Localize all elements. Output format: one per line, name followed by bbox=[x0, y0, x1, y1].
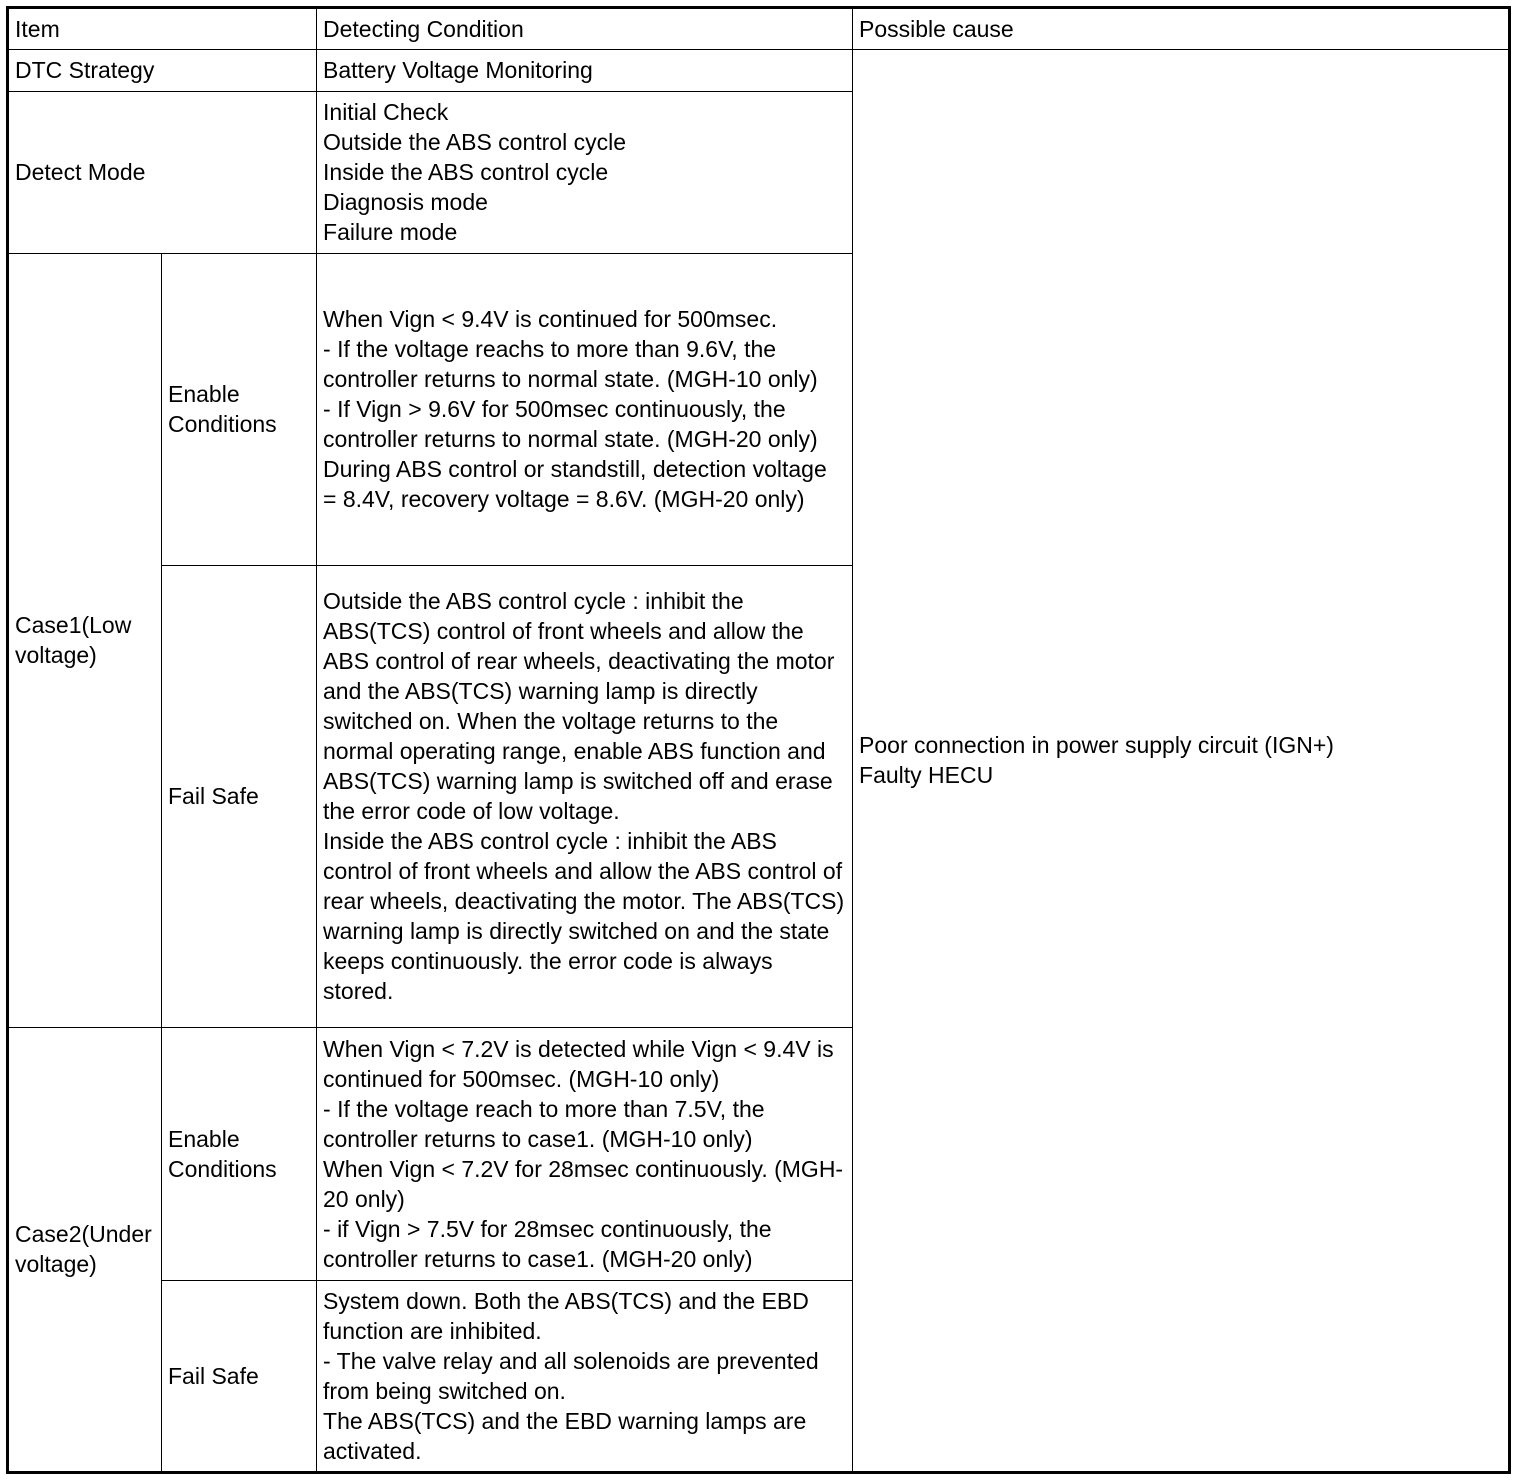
condition-line: When Vign < 7.2V for 28msec continuously. (MGH-20 only) bbox=[323, 1155, 844, 1212]
possible-cause-line: Faulty HECU bbox=[859, 762, 994, 788]
header-item: Item bbox=[8, 8, 317, 50]
case1-failsafe-condition bbox=[317, 566, 853, 1028]
condition-line: - If the voltage reach to more than 7.5V, the controller returns to case1. (MGH-10 only) bbox=[323, 1095, 765, 1152]
detect-mode-line: Initial Check bbox=[323, 99, 449, 125]
condition-line: System down. Both the ABS(TCS) and the EBD function are inhibited. bbox=[323, 1287, 809, 1344]
dtc-strategy-label: DTC Strategy bbox=[8, 50, 317, 92]
condition-line: - The valve relay and all solenoids are prevented from being switched on. bbox=[323, 1347, 819, 1404]
detect-mode-line: Outside the ABS control cycle bbox=[323, 129, 627, 155]
detect-mode-label: Detect Mode bbox=[8, 92, 317, 254]
case1-label: Case1(Low voltage) bbox=[8, 254, 162, 1028]
detect-mode-condition bbox=[317, 92, 853, 254]
dtc-table bbox=[6, 6, 1511, 1474]
case1-enable-label: Enable Conditions bbox=[162, 254, 317, 566]
case1-failsafe-label: Fail Safe bbox=[162, 566, 317, 1028]
condition-line: Inside the ABS control cycle : inhibit the ABS control of front wheels and allow the ABS control of rear wheels, deactivating the motor. The ABS(TCS) warning lamp is directly switched on and the state keeps continuously. the error code is always stored. bbox=[323, 828, 845, 1004]
possible-cause-line: Poor connection in power supply circuit (IGN+) bbox=[859, 732, 1334, 758]
possible-cause-cell bbox=[853, 50, 1510, 1473]
condition-line: Outside the ABS control cycle : inhibit the ABS(TCS) control of front wheels and allow the ABS control of rear wheels, deactivating the motor and the ABS(TCS) warning lamp is directly switched on. When the voltage returns to the normal operating range, enable ABS function and ABS(TCS) warning lamp is switched off and erase the error code of low voltage. bbox=[323, 588, 835, 824]
case2-failsafe-label: Fail Safe bbox=[162, 1281, 317, 1473]
condition-line: - If the voltage reachs to more than 9.6V, the controller returns to normal state. (MGH-10 only) bbox=[323, 336, 818, 392]
condition-line: - If Vign > 9.6V for 500msec continuously, the controller returns to normal state. (MGH-20 only) bbox=[323, 396, 818, 452]
case2-failsafe-condition bbox=[317, 1281, 853, 1473]
header-possible-cause: Possible cause bbox=[853, 8, 1510, 50]
condition-line: - if Vign > 7.5V for 28msec continuously, the controller returns to case1. (MGH-20 only) bbox=[323, 1215, 772, 1272]
detect-mode-line: Failure mode bbox=[323, 219, 458, 245]
condition-line: The ABS(TCS) and the EBD warning lamps are activated. bbox=[323, 1407, 807, 1464]
header-row bbox=[8, 8, 1510, 50]
header-detecting-condition: Detecting Condition bbox=[317, 8, 853, 50]
detect-mode-line: Diagnosis mode bbox=[323, 189, 488, 215]
dtc-strategy-condition: Battery Voltage Monitoring bbox=[317, 50, 853, 92]
condition-line: During ABS control or standstill, detection voltage = 8.4V, recovery voltage = 8.6V. (MGH-20 only) bbox=[323, 456, 827, 512]
case2-enable-label: Enable Conditions bbox=[162, 1028, 317, 1281]
case1-enable-condition bbox=[317, 254, 853, 566]
case2-label: Case2(Under voltage) bbox=[8, 1028, 162, 1473]
row-dtc-strategy bbox=[8, 50, 1510, 92]
detect-mode-line: Inside the ABS control cycle bbox=[323, 159, 609, 185]
case2-enable-condition bbox=[317, 1028, 853, 1281]
condition-line: When Vign < 9.4V is continued for 500msec. bbox=[323, 306, 778, 332]
condition-line: When Vign < 7.2V is detected while Vign < 9.4V is continued for 500msec. (MGH-10 only) bbox=[323, 1035, 834, 1092]
